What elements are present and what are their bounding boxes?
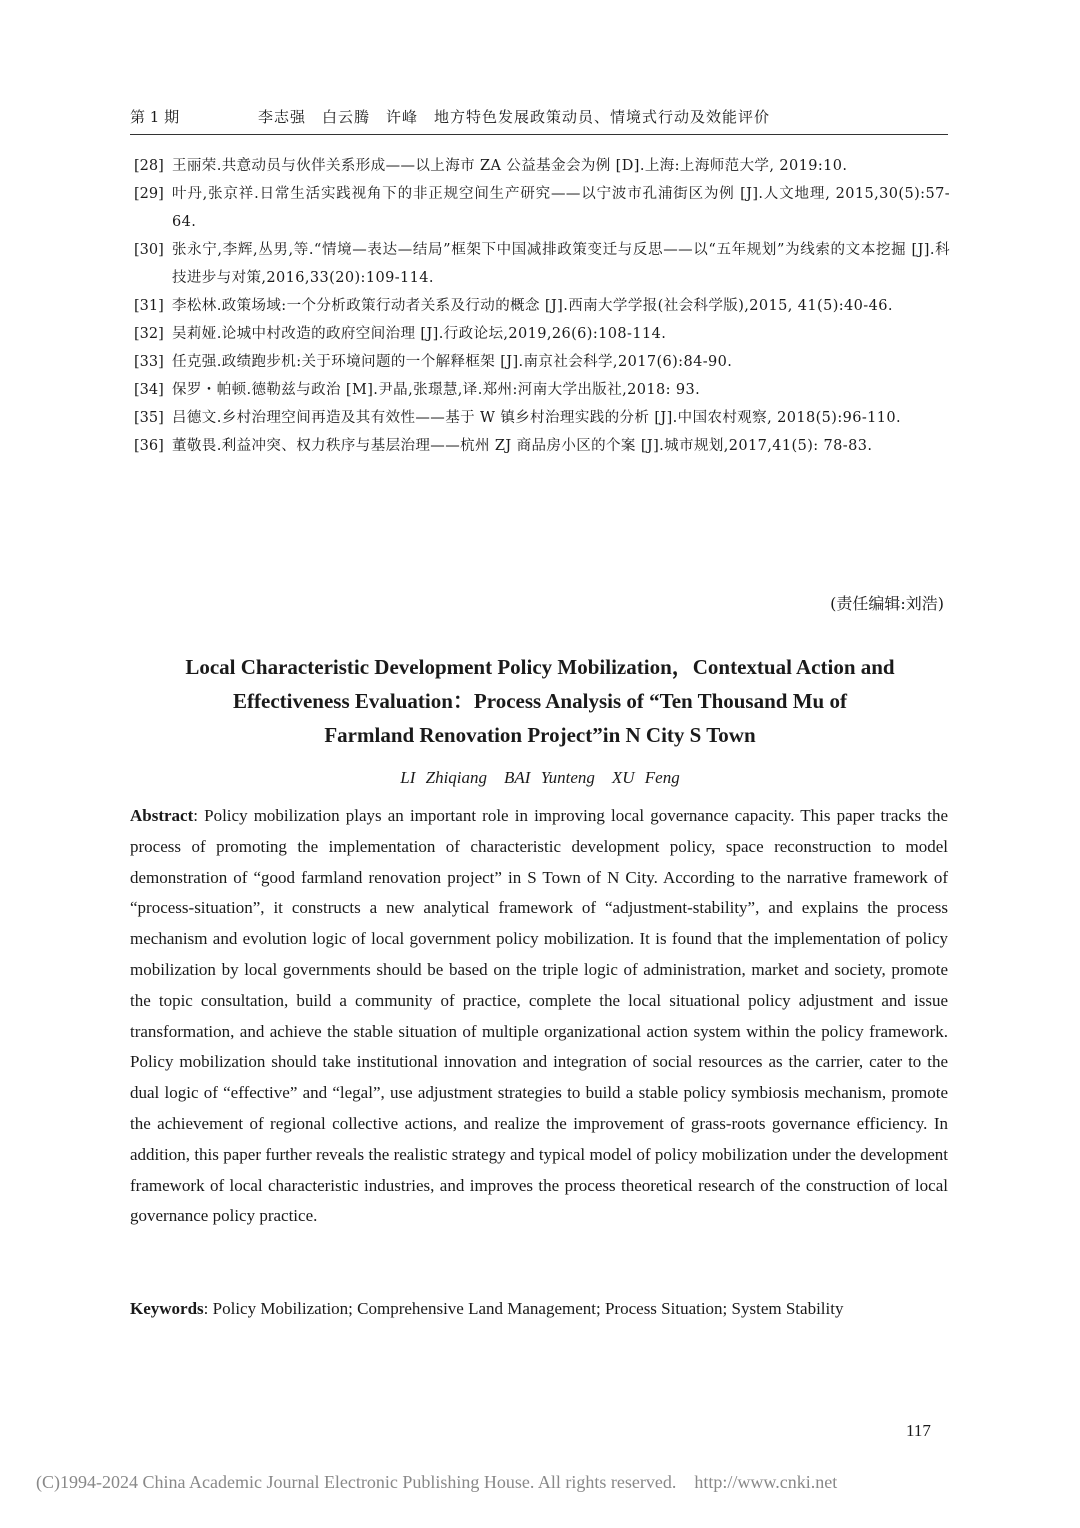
abstract-text: : Policy mobilization plays an important role in improving local governance capacity. This paper tracks the process of promoting the implementation of characteristic development policy, space reconstruction to model demonstration of “good farmland renovation project” in S Town of N City. According to the narrative framework of “process-situation”, it constructs a new analytical framework of “adjustment-stability”, and explains the process mechanism and evolution logic of local government policy mobilization. It is found that the implementation of policy mobilization by local governments should be based on the triple logic of administration, market and society, promote the topic consultation, build a community of practice, complete the local situational policy adjustment and issue transformation, and achieve the stable situation of multiple organizational action system within the policy framework. Policy mobilization should take institutional innovation and integration of social resources as the carrier, cater to the dual logic of “effective” and “legal”, use adjustment strategies to build a stable policy symbiosis mechanism, promote the achievement of regional collective actions, and realize the improvement of grass-roots governance efficiency. In addition, this paper further reveals the realistic strategy and typical model of policy mobilization under the development framework of local characteristic industries, and improves the process theoretical research of the construction of local governance policy practice. — [130, 806, 948, 1226]
copyright-text: (C)1994-2024 China Academic Journal Electronic Publishing House. All rights reserved. — [36, 1472, 677, 1492]
reference-text: 任克强.政绩跑步机:关于环境问题的一个解释框架 [J].南京社会科学,2017(6):84-90. — [172, 354, 733, 370]
copyright-footer — [36, 1472, 837, 1493]
reference-item — [134, 180, 950, 236]
reference-list — [134, 152, 950, 460]
reference-number: [28] — [134, 158, 164, 174]
reference-text: 叶丹,张京祥.日常生活实践视角下的非正规空间生产研究——以宁波市孔浦街区为例 [J].人文地理, 2015,30(5):57-64. — [172, 186, 950, 230]
reference-number: [34] — [134, 382, 164, 398]
reference-number: [33] — [134, 354, 164, 370]
reference-text: 吴莉娅.论城中村改造的政府空间治理 [J].行政论坛,2019,26(6):108-114. — [172, 326, 667, 342]
reference-number: [35] — [134, 410, 164, 426]
keywords — [130, 1294, 948, 1324]
reference-item — [134, 236, 950, 292]
reference-item — [134, 292, 950, 320]
reference-text: 张永宁,李辉,丛男,等.“情境—表达—结局”框架下中国减排政策变迁与反思——以“五年规划”为线索的文本挖掘 [J].科技进步与对策,2016,33(20):109-114. — [172, 242, 950, 286]
reference-number: [36] — [134, 438, 164, 454]
title-line: Local Characteristic Development Policy Mobilization，Contextual Action and — [185, 655, 895, 679]
reference-text: 王丽荣.共意动员与伙伴关系形成——以上海市 ZA 公益基金会为例 [D].上海:上海师范大学, 2019:10. — [172, 158, 848, 174]
header-rule — [130, 134, 948, 135]
reference-item — [134, 404, 950, 432]
reference-item — [134, 152, 950, 180]
keywords-label: Keywords — [130, 1299, 204, 1318]
english-title — [100, 650, 980, 752]
running-title: 李志强 白云腾 许峰 地方特色发展政策动员、情境式行动及效能评价 — [258, 108, 771, 126]
title-line: Effectiveness Evaluation：Process Analysis of “Ten Thousand Mu of — [233, 689, 847, 713]
abstract-label: Abstract — [130, 806, 194, 825]
title-line: Farmland Renovation Project”in N City S Town — [324, 723, 756, 747]
reference-item — [134, 432, 950, 460]
reference-item — [134, 348, 950, 376]
abstract — [130, 801, 948, 1232]
reference-text: 吕德文.乡村治理空间再造及其有效性——基于 W 镇乡村治理实践的分析 [J].中国农村观察, 2018(5):96-110. — [172, 410, 902, 426]
footer-url: http://www.cnki.net — [694, 1472, 838, 1492]
authors: LI Zhiqiang BAI Yunteng XU Feng — [400, 768, 680, 787]
issue-label: 第 1 期 — [130, 108, 180, 126]
reference-text: 保罗・帕顿.德勒兹与政治 [M].尹晶,张璟慧,译.郑州:河南大学出版社,2018: 93. — [172, 382, 701, 398]
reference-item — [134, 320, 950, 348]
reference-text: 董敬畏.利益冲突、权力秩序与基层治理——杭州 ZJ 商品房小区的个案 [J].城市规划,2017,41(5): 78-83. — [172, 438, 873, 454]
reference-number: [32] — [134, 326, 164, 342]
keywords-text: : Policy Mobilization; Comprehensive Land Management; Process Situation; System Stability — [203, 1299, 844, 1318]
page-number: 117 — [906, 1421, 931, 1440]
reference-number: [31] — [134, 298, 164, 314]
reference-item — [134, 376, 950, 404]
reference-text: 李松林.政策场域:一个分析政策行动者关系及行动的概念 [J].西南大学学报(社会科学版),2015, 41(5):40-46. — [172, 298, 893, 314]
reference-number: [30] — [134, 242, 164, 258]
reference-number: [29] — [134, 186, 164, 202]
running-header — [130, 106, 948, 134]
editor-note: (责任编辑:刘浩) — [830, 594, 944, 613]
